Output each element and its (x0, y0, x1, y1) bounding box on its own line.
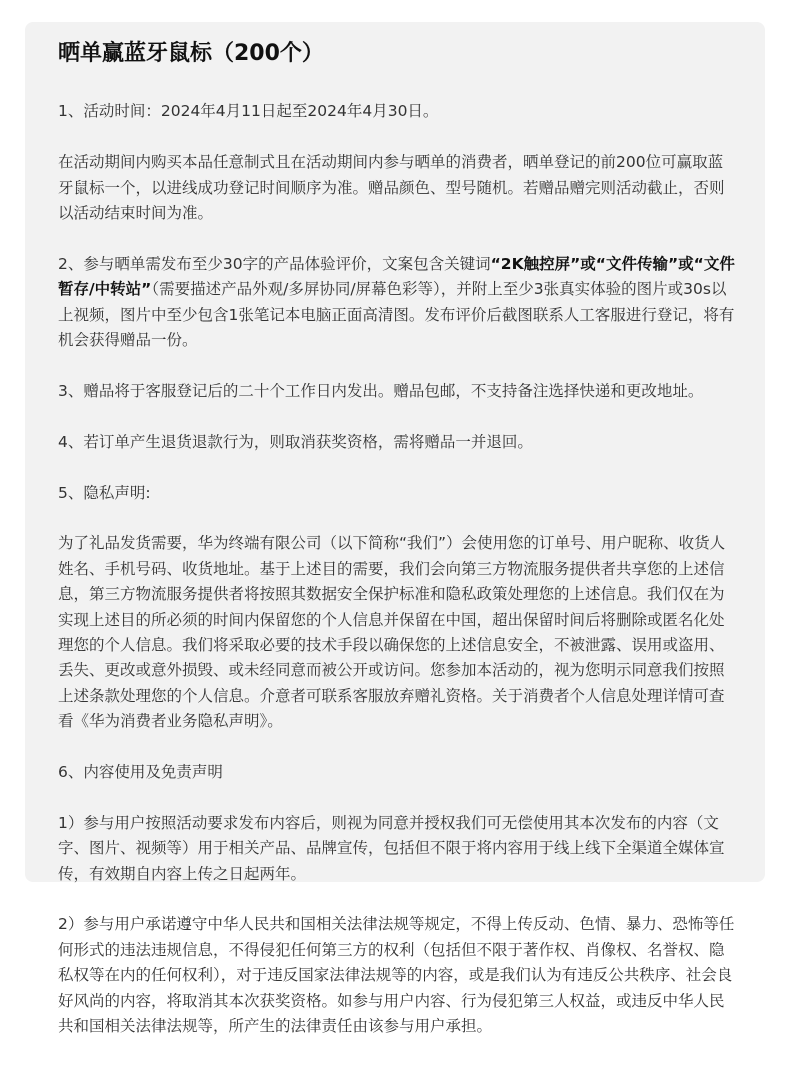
content-usage-compliance: 2）参与用户承诺遵守中华人民共和国相关法律法规等规定，不得上传反动、色情、暴力、恐怖等任何形式的违法违规信息，不得侵犯任何第三方的权利（包括但不限于著作权、肖像权、名誉权、隐私权等在内的任何权利），对于违反国家法律法规等的内容，或是我们认为有违反公共秩序、社会良好风尚的内容，将取消其本次获奖资格。如参与用户内容、行为侵犯第三人权益，或违反中华人民共和国相关法律法规等，所产生的法律责任由该参与用户承担。 (58, 915, 735, 1036)
rules-card (25, 22, 765, 1036)
shipping-rule: 3、赠品将于客服登记后的二十个工作日内发出。赠品包邮，不支持备注选择快递和更改地址。 (58, 381, 704, 400)
rules-body (58, 74, 735, 1065)
keyword-2k-touchscreen: “2K触控屏” (490, 254, 581, 273)
page-title: 晒单赢蓝牙鼠标（200个） (58, 41, 324, 66)
review-requirement-intro: 2、参与晒单需发布至少30字的产品体验评价，文案包含关键词 (58, 254, 491, 273)
review-requirement-detail: （需要描述产品外观/多屏协同/屏幕色彩等），并附上至少3张真实体验的图片或30s以上视频，图片中至少包含1张笔记本电脑正面高清图。发布评价后截图联系人工客服进行登记，将有机会获得赠品一份。 (58, 280, 735, 350)
refund-rule: 4、若订单产生退货退款行为，则取消获奖资格，需将赠品一并退回。 (58, 432, 533, 451)
keyword-file-storage: “文件暂存/中转站” (58, 254, 735, 299)
review-requirement (58, 252, 735, 354)
activity-time: 1、活动时间：2024年4月11日起至2024年4月30日。 (58, 102, 439, 121)
content-usage-heading: 6、内容使用及免责声明 (58, 762, 223, 781)
keyword-or-1: 或 (580, 254, 596, 273)
privacy-heading: 5、隐私声明: (58, 483, 151, 502)
keyword-or-2: 或 (678, 254, 694, 273)
keyword-file-transfer: “文件传输” (595, 254, 679, 273)
privacy-text: 为了礼品发货需要，华为终端有限公司（以下简称“我们”）会使用您的订单号、用户昵称、收货人姓名、手机号码、收货地址。基于上述目的需要，我们会向第三方物流服务提供者共享您的上述信息，第三方物流服务提供者将按照其数据安全保护标准和隐私政策处理您的上述信息。我们仅在为实现上述目的所必须的时间内保留您的个人信息并保留在中国，超出保留时间后将删除或匿名化处理您的个人信息。我们将采取必要的技术手段以确保您的上述信息安全，不被泄露、误用或盗用、丢失、更改或意外损毁、或未经同意而被公开或访问。您参加本活动的，视为您明示同意我们按照上述条款处理您的个人信息。介意者可联系客服放弃赠礼资格。关于消费者个人信息处理详情可查看《华为消费者业务隐私声明》。 (58, 534, 726, 731)
eligibility-text: 在活动期间内购买本品任意制式且在活动期间内参与晒单的消费者，晒单登记的前200位可赢取蓝牙鼠标一个，以进线成功登记时间顺序为准。赠品颜色、型号随机。若赠品赠完则活动截止，否则以活动结束时间为准。 (58, 153, 725, 223)
content-usage-authorization: 1）参与用户按照活动要求发布内容后，则视为同意并授权我们可无偿使用其本次发布的内容（文字、图片、视频等）用于相关产品、品牌宣传，包括但不限于将内容用于线上线下全渠道全媒体宣传，有效期自内容上传之日起两年。 (58, 813, 725, 883)
